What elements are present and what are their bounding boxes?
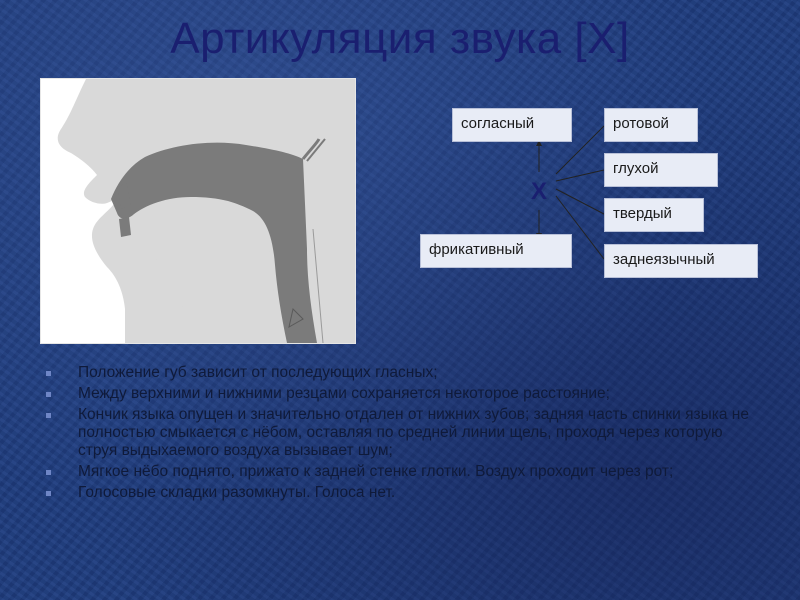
slide-title: Артикуляция звука [Х] [170, 14, 630, 63]
diagram-box-oral: ротовой [604, 108, 698, 142]
articulation-profile-image [40, 78, 356, 344]
bullet-marker [46, 371, 51, 376]
diagram-box-fricative: фрикативный [420, 234, 572, 268]
bullet-marker [46, 392, 51, 397]
bullet-marker [46, 413, 51, 418]
diagram-box-hard: твердый [604, 198, 704, 232]
diagram-box-back-lingual: заднеязычный [604, 244, 758, 278]
list-item: Голосовые складки разомкнуты. Голоса нет. [46, 484, 766, 502]
diagram-center-letter: Х [530, 178, 547, 205]
list-item: Положение губ зависит от последующих гласных; [46, 364, 766, 382]
diagram-box-voiceless: глухой [604, 153, 718, 187]
list-item: Мягкое нёбо поднято, прижато к задней стенке глотки. Воздух проходит через рот; [46, 463, 766, 481]
description-list [46, 364, 766, 505]
diagram-box-consonant: согласный [452, 108, 572, 142]
bullet-marker [46, 491, 51, 496]
list-item: Кончик языка опущен и значительно отдален от нижних зубов; задняя часть спинки языка не полностью смыкается с нёбом, оставляя по средней линии щель, проходя через которую струя выдыхаемого воздуха вызывает шум; [46, 406, 766, 460]
bullet-marker [46, 470, 51, 475]
list-item: Между верхними и нижними резцами сохраняется некоторое расстояние; [46, 385, 766, 403]
